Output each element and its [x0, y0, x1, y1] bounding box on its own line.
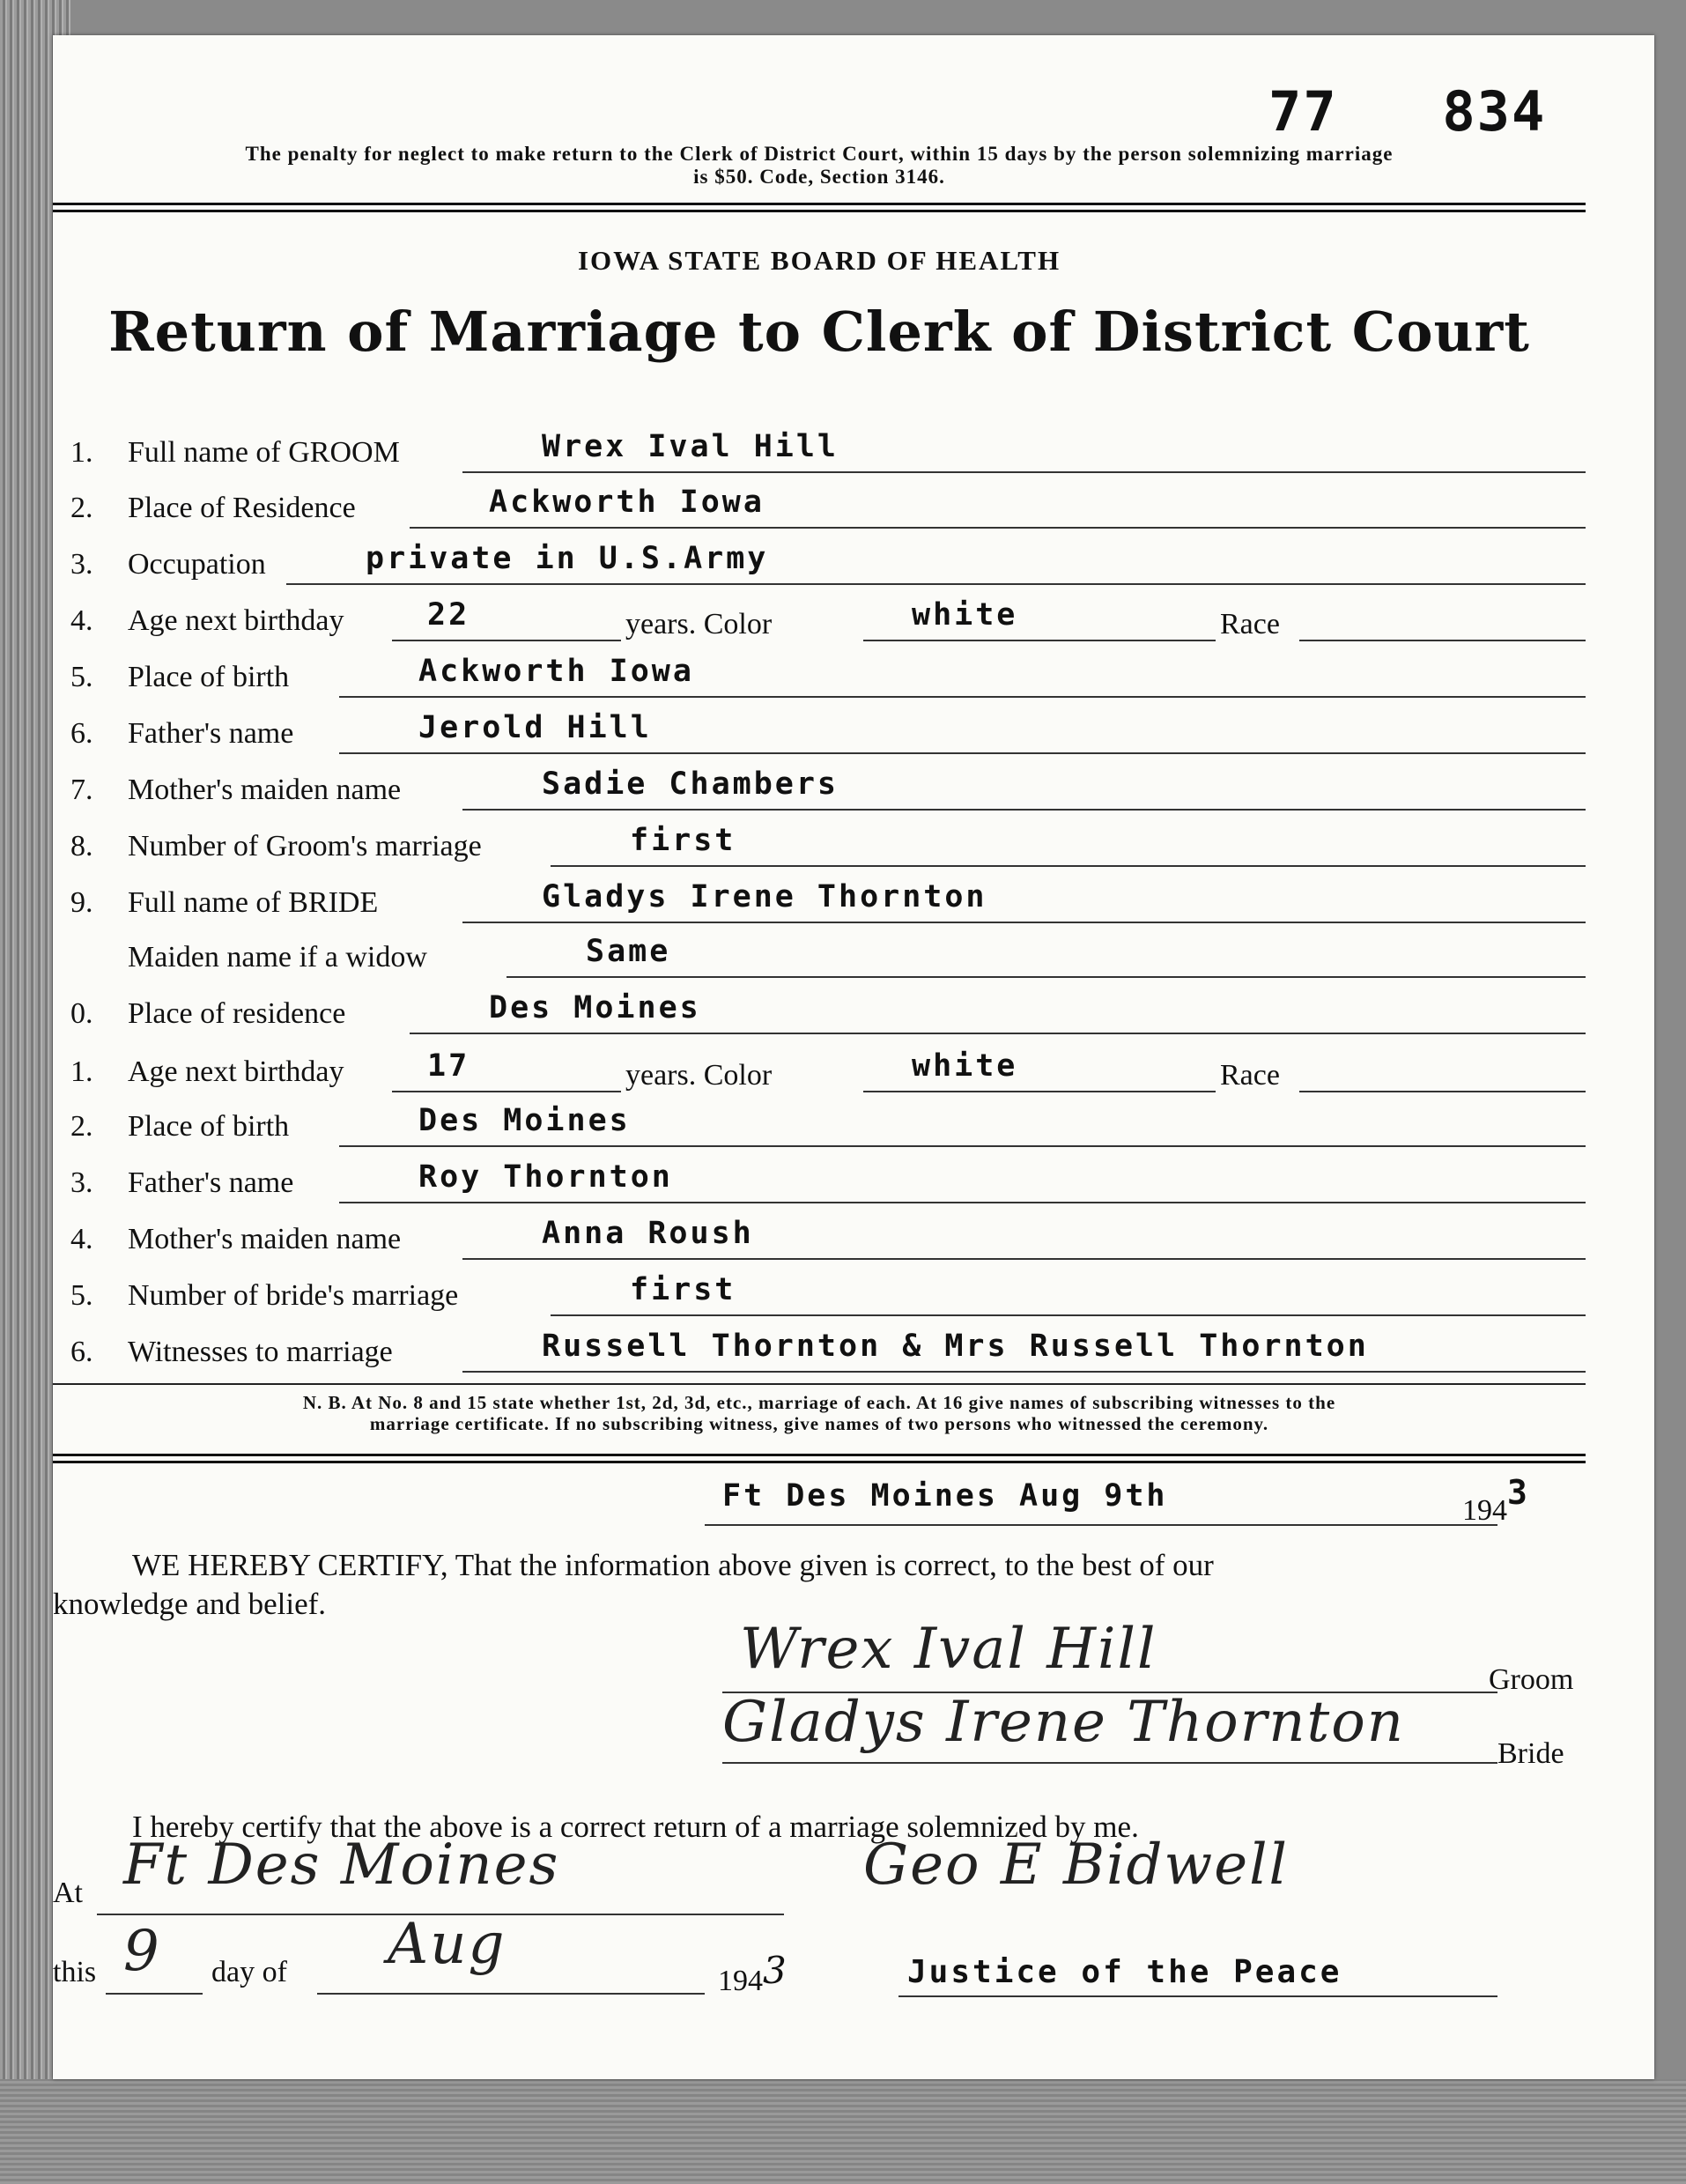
field-value: Russell Thornton & Mrs Russell Thornton	[542, 1329, 1369, 1364]
certify-line-2: knowledge and belief.	[53, 1587, 327, 1621]
this-label: this	[53, 1956, 97, 1988]
field-number: 5.	[70, 661, 93, 693]
race-label: Race	[1220, 608, 1280, 640]
field-label: Mother's maiden name	[128, 1223, 402, 1255]
color-line	[863, 640, 1216, 641]
field-row	[53, 427, 1586, 480]
years-color-label: years. Color	[625, 608, 773, 640]
field-line	[462, 922, 1586, 923]
field-label: Witnesses to marriage	[128, 1336, 393, 1368]
field-number: 9.	[70, 886, 93, 919]
field-value: Des Moines	[489, 990, 701, 1025]
color-value: white	[912, 1048, 1018, 1084]
field-value: Roy Thornton	[418, 1159, 673, 1195]
field-label: Place of birth	[128, 661, 290, 693]
field-line	[339, 1202, 1586, 1203]
certify-line-1: WE HEREBY CERTIFY, That the information above given is correct, to the best of our	[132, 1548, 1214, 1582]
field-row	[53, 1158, 1586, 1210]
field-line	[339, 1145, 1586, 1147]
nb-rule	[53, 1454, 1586, 1456]
field-label: Mother's maiden name	[128, 774, 402, 806]
field-label: Age next birthday	[128, 604, 344, 637]
penalty-notice	[53, 143, 1586, 189]
field-number: 3.	[70, 1166, 93, 1199]
race-line	[1299, 1091, 1586, 1092]
field-line	[286, 583, 1586, 585]
nb-line-1: N. B. At No. 8 and 15 state whether 1st, 2d, 3d, etc., marriage of each. At 16 give names of subscribing witnesses to the	[302, 1392, 1336, 1413]
date-place-line	[705, 1524, 1497, 1526]
field-number: 2.	[70, 1110, 93, 1143]
age-line	[392, 1091, 621, 1092]
field-line	[462, 809, 1586, 811]
nb-rule-2	[53, 1461, 1586, 1463]
field-value: Wrex Ival Hill	[542, 429, 839, 464]
field-line	[507, 976, 1586, 978]
field-label: Occupation	[128, 548, 266, 581]
field-row	[53, 821, 1586, 874]
officiant-title: Justice of the Peace	[907, 1954, 1342, 1990]
officiant-year	[718, 1949, 787, 1999]
field-value: Anna Roush	[542, 1216, 754, 1251]
field-number: 1.	[70, 436, 93, 469]
board-heading: IOWA STATE BOARD OF HEALTH	[577, 245, 1061, 276]
day-of-label: day of	[211, 1956, 287, 1988]
field-number: 8.	[70, 830, 93, 862]
date-year-prefix: 194	[1462, 1494, 1507, 1527]
top-rule-2	[53, 210, 1586, 212]
reference-prefix: 77	[1268, 79, 1338, 144]
month-handwritten: Aug	[388, 1912, 507, 1977]
age-value: 22	[427, 597, 470, 633]
field-number: 5.	[70, 1279, 93, 1312]
field-row	[53, 539, 1586, 592]
field-row	[53, 708, 1586, 761]
field-value: first	[630, 823, 736, 858]
color-line	[863, 1091, 1216, 1092]
field-label: Father's name	[128, 717, 294, 750]
penalty-line-2: is $50. Code, Section 3146.	[693, 166, 945, 188]
top-rule	[53, 203, 1586, 205]
field-line	[462, 1371, 1586, 1373]
groom-label: Groom	[1489, 1663, 1574, 1696]
nb-rule-top	[53, 1383, 1586, 1385]
field-line	[339, 752, 1586, 754]
field-value: private in U.S.Army	[366, 541, 769, 576]
field-row	[53, 652, 1586, 705]
field-label: Age next birthday	[128, 1055, 344, 1088]
field-number: 7.	[70, 774, 93, 806]
field-value: first	[630, 1272, 736, 1307]
field-label: Full name of BRIDE	[128, 886, 379, 919]
race-line	[1299, 640, 1586, 641]
field-label: Place of birth	[128, 1110, 290, 1143]
field-number: 3.	[70, 548, 93, 581]
officiant-year-suffix: 3	[763, 1949, 787, 1992]
field-value: Ackworth Iowa	[489, 485, 765, 520]
nb-line-2: marriage certificate. If no subscribing witness, give names of two persons who witnessed the ceremony.	[369, 1413, 1269, 1434]
bride-signature-line	[722, 1762, 1497, 1764]
certify-text	[53, 1546, 1586, 1624]
form-title: Return of Marriage to Clerk of District Court	[108, 300, 1530, 364]
at-place-handwritten: Ft Des Moines	[123, 1832, 560, 1898]
marriage-return-form	[53, 35, 1654, 2079]
officiant-title-line	[898, 1995, 1497, 1997]
day-handwritten: 9	[123, 1919, 161, 1984]
officiant-signature: Geo E Bidwell	[863, 1832, 1289, 1898]
years-color-label: years. Color	[625, 1059, 773, 1092]
field-row	[53, 1214, 1586, 1267]
field-label: Number of bride's marriage	[128, 1279, 459, 1312]
field-label: Number of Groom's marriage	[128, 830, 482, 862]
groom-signature: Wrex Ival Hill	[740, 1617, 1157, 1682]
age-value: 17	[427, 1048, 470, 1084]
field-row	[53, 483, 1586, 536]
field-row	[53, 1101, 1586, 1154]
reference-number	[1268, 79, 1546, 144]
month-line	[317, 1993, 705, 1995]
field-line	[462, 471, 1586, 473]
field-row	[53, 596, 1586, 648]
date-year	[1462, 1473, 1527, 1528]
officiant-certify: I hereby certify that the above is a correct return of a marriage solemnized by me.	[132, 1810, 1139, 1844]
field-row	[53, 1270, 1586, 1323]
age-line	[392, 640, 621, 641]
field-label: Maiden name if a widow	[128, 941, 427, 974]
field-number: 6.	[70, 1336, 93, 1368]
field-line	[339, 696, 1586, 698]
date-year-suffix: 3	[1507, 1473, 1527, 1512]
nb-note	[53, 1392, 1586, 1434]
field-value: Sadie Chambers	[542, 766, 839, 802]
field-number: 4.	[70, 1223, 93, 1255]
field-value: Gladys Irene Thornton	[542, 879, 987, 914]
field-value: Jerold Hill	[418, 710, 652, 745]
field-value: Ackworth Iowa	[418, 654, 694, 689]
color-value: white	[912, 597, 1018, 633]
field-row	[53, 877, 1586, 930]
officiant-year-prefix: 194	[718, 1965, 763, 1997]
field-number: 2.	[70, 492, 93, 524]
field-label: Full name of GROOM	[128, 436, 400, 469]
at-label: At	[53, 1877, 83, 1909]
field-value: Des Moines	[418, 1103, 631, 1138]
field-row	[53, 1047, 1586, 1099]
race-label: Race	[1220, 1059, 1280, 1092]
field-line	[410, 527, 1586, 529]
field-label: Place of Residence	[128, 492, 356, 524]
field-line	[410, 1033, 1586, 1034]
field-label: Place of residence	[128, 997, 346, 1030]
field-value: Same	[586, 934, 671, 969]
bride-signature: Gladys Irene Thornton	[722, 1690, 1405, 1755]
field-line	[551, 1314, 1586, 1316]
field-row	[53, 765, 1586, 818]
field-label: Father's name	[128, 1166, 294, 1199]
bride-label: Bride	[1497, 1737, 1564, 1770]
scan-edge-bottom	[0, 2079, 1686, 2184]
field-line	[462, 1258, 1586, 1260]
field-row	[53, 1327, 1586, 1380]
field-line	[551, 865, 1586, 867]
field-number: 1.	[70, 1055, 93, 1088]
field-number: 4.	[70, 604, 93, 637]
day-line	[106, 1993, 203, 1995]
field-number: 6.	[70, 717, 93, 750]
reference-main: 834	[1442, 79, 1547, 144]
penalty-line-1: The penalty for neglect to make return to the Clerk of District Court, within 15 days by the person solemnizing marriage	[245, 143, 1394, 165]
date-place-value: Ft Des Moines Aug 9th	[722, 1478, 1168, 1514]
field-number: 0.	[70, 997, 93, 1030]
field-row	[53, 932, 1586, 985]
field-row	[53, 988, 1586, 1041]
